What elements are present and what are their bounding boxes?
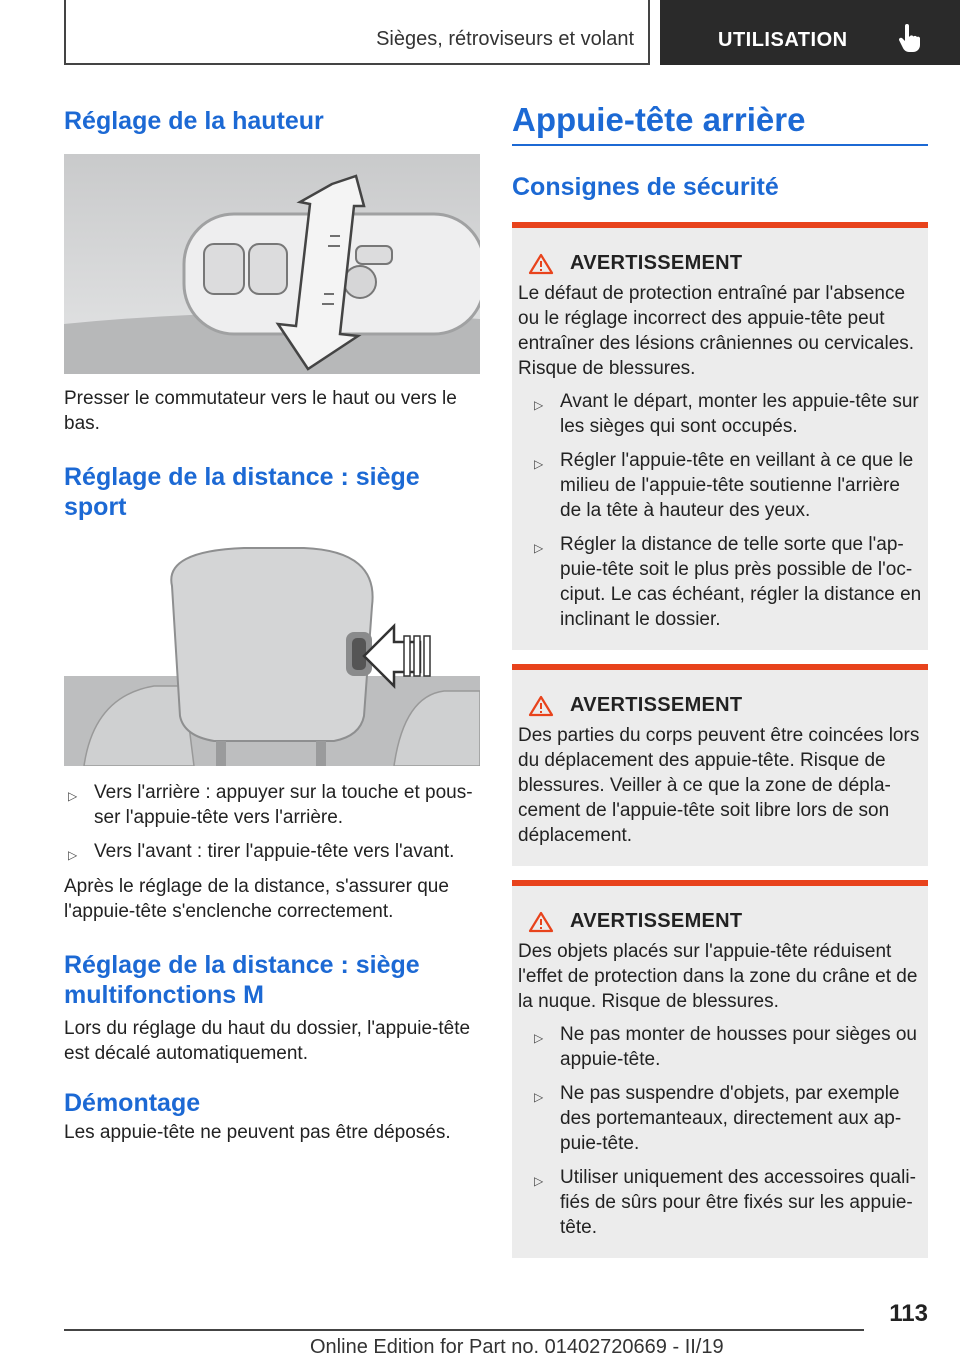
warning-text: Des parties du corps peuvent être coincées lors du déplacement des appuie-tête. Risque de blessures. Veiller à ce que la zone de déplacement de l'appuie-tête soit libre lors de son déplacement. bbox=[518, 725, 920, 846]
list-item: ▷ Vers l'avant : tirer l'appuie-tête vers l'avant. bbox=[64, 839, 480, 864]
heading-multifunction-line1: Réglage de la distance : siège bbox=[64, 951, 420, 979]
seat-switch-illustration bbox=[64, 154, 480, 374]
footer-rule bbox=[64, 1329, 864, 1331]
header-bottom-rule bbox=[64, 63, 650, 65]
removal-text: Les appuie-tête ne peuvent pas être déposés. bbox=[64, 1122, 451, 1143]
heading-removal: Démontage bbox=[64, 1089, 201, 1117]
warning-box-3 bbox=[512, 880, 928, 1258]
heading-multifunction-seat bbox=[64, 950, 480, 1010]
heading-safety-notes: Consignes de sécurité bbox=[512, 173, 779, 201]
right-column bbox=[512, 100, 928, 1258]
warning-triangle-icon bbox=[528, 695, 554, 717]
warning-box-1 bbox=[512, 222, 928, 650]
header-section-title: Sièges, rétroviseurs et volant bbox=[376, 28, 634, 50]
headrest-photo bbox=[64, 546, 480, 766]
page-title-rear-headrest: Appuie-tête arrière bbox=[512, 101, 806, 138]
list-item: ▷ Régler la distance de telle sorte que l'appuie-tête soit le plus près possible de l'occiput. Le cas échéant, régler la distance en inclinant le dossier. bbox=[534, 534, 922, 630]
after-adjustment-text: Après le réglage de la distance, s'assurer que l'appuie-tête s'enclenche correctement. bbox=[64, 876, 449, 922]
triangle-bullet-icon: ▷ bbox=[534, 457, 544, 471]
triangle-bullet-icon: ▷ bbox=[534, 541, 544, 555]
page-number: 113 bbox=[889, 1300, 928, 1327]
triangle-bullet-icon: ▷ bbox=[534, 1090, 544, 1104]
title-underline bbox=[512, 144, 928, 146]
heading-sport-seat bbox=[64, 462, 480, 522]
heading-multifunction-line2: multifonctions M bbox=[64, 981, 264, 1009]
touch-hand-icon bbox=[896, 24, 922, 54]
triangle-bullet-icon: ▷ bbox=[68, 848, 78, 862]
triangle-bullet-icon: ▷ bbox=[534, 398, 544, 412]
sport-seat-steps bbox=[64, 780, 480, 864]
heading-sport-seat-line2: sport bbox=[64, 493, 127, 521]
seat-switch-photo bbox=[64, 154, 480, 374]
height-adjustment-text: Presser le commutateur vers le haut ou vers le bas. bbox=[64, 388, 457, 434]
warning-text: Le défaut de protection entraîné par l'absence ou le réglage incorrect des appuie-tête peut entraîner des lésions crâniennes ou cervicales. Risque de blessures. bbox=[518, 283, 915, 379]
multifunction-text: Lors du réglage du haut du dossier, l'appuie-tête est décalé automatiquement. bbox=[64, 1018, 471, 1064]
chapter-tab-label: UTILISATION bbox=[718, 29, 848, 51]
list-item: ▷ Ne pas suspendre d'objets, par exemple des portemanteaux, directement aux appuie-tête. bbox=[534, 1083, 902, 1154]
heading-height-adjustment: Réglage de la hauteur bbox=[64, 107, 324, 135]
warning-text: Des objets placés sur l'appuie-tête réduisent l'effet de protection dans la zone du crâne et de la nuque. Risque de blessures. bbox=[518, 941, 918, 1012]
list-item: ▷ Ne pas monter de housses pour sièges ou appuie-tête. bbox=[534, 1024, 917, 1070]
list-item: ▷ Utiliser uniquement des accessoires qualifiés de sûrs pour être fixés sur les appuie-tête. bbox=[534, 1167, 916, 1238]
warning-box-2 bbox=[512, 664, 928, 866]
header-divider-rule bbox=[648, 0, 650, 65]
triangle-bullet-icon: ▷ bbox=[68, 789, 78, 803]
warning-steps bbox=[518, 389, 922, 632]
footer-edition-text: Online Edition for Part no. 01402720669 - II/19 bbox=[310, 1336, 724, 1358]
warning-triangle-icon bbox=[528, 911, 554, 933]
warning-title: AVERTISSEMENT bbox=[518, 694, 922, 717]
warning-triangle-icon bbox=[528, 253, 554, 275]
header-chapter-tab[interactable] bbox=[660, 0, 960, 65]
warning-steps bbox=[518, 1022, 922, 1240]
warning-title: AVERTISSEMENT bbox=[518, 252, 922, 275]
header-left-rule bbox=[64, 0, 66, 65]
triangle-bullet-icon: ▷ bbox=[534, 1174, 544, 1188]
list-item: ▷ Avant le départ, monter les appuie-tête sur les sièges qui sont occupés. bbox=[534, 391, 919, 437]
headrest-illustration bbox=[64, 546, 480, 766]
warning-title: AVERTISSEMENT bbox=[518, 910, 922, 933]
list-item: ▷ Régler l'appuie-tête en veillant à ce que le milieu de l'appuie-tête soutienne l'arrière de la tête à hauteur des yeux. bbox=[534, 450, 914, 521]
left-column bbox=[64, 100, 480, 1145]
triangle-bullet-icon: ▷ bbox=[534, 1031, 544, 1045]
heading-sport-seat-line1: Réglage de la distance : siège bbox=[64, 463, 420, 491]
list-item: ▷ Vers l'arrière : appuyer sur la touche et pousser l'appuie-tête vers l'arrière. bbox=[68, 782, 473, 828]
